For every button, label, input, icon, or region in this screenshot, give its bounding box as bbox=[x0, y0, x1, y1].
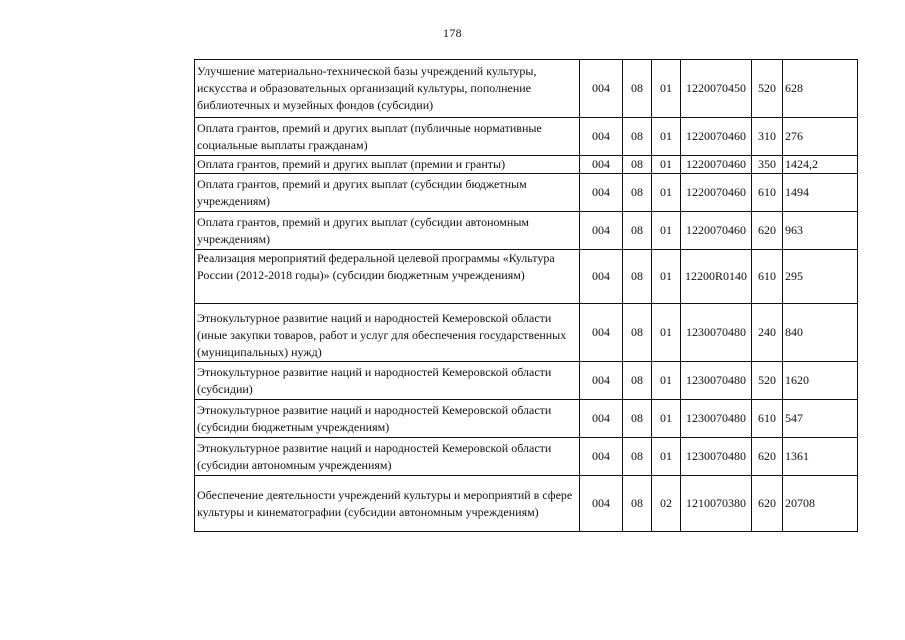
table-row bbox=[195, 60, 858, 118]
section-code: 08 bbox=[623, 60, 652, 118]
table-row bbox=[195, 304, 858, 362]
expense-type-code: 620 bbox=[752, 438, 783, 476]
target-article-code: 1210070380 bbox=[681, 476, 752, 532]
target-article-code: 1230070480 bbox=[681, 438, 752, 476]
table-row bbox=[195, 250, 858, 304]
department-code: 004 bbox=[580, 156, 623, 174]
subsection-code: 01 bbox=[652, 250, 681, 304]
row-description: Этнокультурное развитие наций и народностей Кемеровской области (субсидии автономным учреждениям) bbox=[195, 438, 580, 476]
amount: 840 bbox=[783, 304, 858, 362]
table-row bbox=[195, 400, 858, 438]
department-code: 004 bbox=[580, 212, 623, 250]
expense-type-code: 520 bbox=[752, 362, 783, 400]
subsection-code: 01 bbox=[652, 174, 681, 212]
expense-type-code: 610 bbox=[752, 250, 783, 304]
section-code: 08 bbox=[623, 304, 652, 362]
subsection-code: 02 bbox=[652, 476, 681, 532]
target-article-code: 1220070460 bbox=[681, 212, 752, 250]
expense-type-code: 520 bbox=[752, 60, 783, 118]
amount: 20708 bbox=[783, 476, 858, 532]
department-code: 004 bbox=[580, 476, 623, 532]
department-code: 004 bbox=[580, 304, 623, 362]
amount: 547 bbox=[783, 400, 858, 438]
subsection-code: 01 bbox=[652, 156, 681, 174]
target-article-code: 12200R0140 bbox=[681, 250, 752, 304]
section-code: 08 bbox=[623, 438, 652, 476]
subsection-code: 01 bbox=[652, 212, 681, 250]
amount: 628 bbox=[783, 60, 858, 118]
row-description: Реализация мероприятий федеральной целевой программы «Культура России (2012-2018 годы)» (субсидии бюджетным учреждениям) bbox=[195, 250, 580, 304]
amount: 295 bbox=[783, 250, 858, 304]
expense-type-code: 350 bbox=[752, 156, 783, 174]
subsection-code: 01 bbox=[652, 400, 681, 438]
row-description: Оплата грантов, премий и других выплат (премии и гранты) bbox=[195, 156, 580, 174]
expense-type-code: 620 bbox=[752, 212, 783, 250]
target-article-code: 1220070460 bbox=[681, 118, 752, 156]
subsection-code: 01 bbox=[652, 118, 681, 156]
section-code: 08 bbox=[623, 118, 652, 156]
subsection-code: 01 bbox=[652, 438, 681, 476]
row-description: Этнокультурное развитие наций и народностей Кемеровской области (субсидии бюджетным учреждениям) bbox=[195, 400, 580, 438]
table-row bbox=[195, 212, 858, 250]
amount: 276 bbox=[783, 118, 858, 156]
expense-type-code: 610 bbox=[752, 174, 783, 212]
table-row bbox=[195, 118, 858, 156]
row-description: Оплата грантов, премий и других выплат (публичные нормативные социальные выплаты гражданам) bbox=[195, 118, 580, 156]
section-code: 08 bbox=[623, 476, 652, 532]
target-article-code: 1230070480 bbox=[681, 362, 752, 400]
department-code: 004 bbox=[580, 438, 623, 476]
row-description: Этнокультурное развитие наций и народностей Кемеровской области (субсидии) bbox=[195, 362, 580, 400]
target-article-code: 1220070450 bbox=[681, 60, 752, 118]
expense-type-code: 310 bbox=[752, 118, 783, 156]
row-description: Оплата грантов, премий и других выплат (субсидии бюджетным учреждениям) bbox=[195, 174, 580, 212]
section-code: 08 bbox=[623, 362, 652, 400]
amount: 1424,2 bbox=[783, 156, 858, 174]
expense-type-code: 240 bbox=[752, 304, 783, 362]
subsection-code: 01 bbox=[652, 60, 681, 118]
table-row bbox=[195, 438, 858, 476]
subsection-code: 01 bbox=[652, 362, 681, 400]
department-code: 004 bbox=[580, 118, 623, 156]
target-article-code: 1220070460 bbox=[681, 156, 752, 174]
department-code: 004 bbox=[580, 362, 623, 400]
section-code: 08 bbox=[623, 156, 652, 174]
table-row bbox=[195, 156, 858, 174]
target-article-code: 1230070480 bbox=[681, 304, 752, 362]
department-code: 004 bbox=[580, 60, 623, 118]
row-description: Улучшение материально-технической базы учреждений культуры, искусства и образовательных организаций культуры, пополнение библиотечных и музейных фондов (субсидии) bbox=[195, 60, 580, 118]
table-row bbox=[195, 362, 858, 400]
target-article-code: 1230070480 bbox=[681, 400, 752, 438]
page-number: 178 bbox=[443, 26, 462, 40]
department-code: 004 bbox=[580, 400, 623, 438]
section-code: 08 bbox=[623, 400, 652, 438]
table-row bbox=[195, 476, 858, 532]
amount: 1494 bbox=[783, 174, 858, 212]
department-code: 004 bbox=[580, 174, 623, 212]
row-description: Оплата грантов, премий и других выплат (субсидии автономным учреждениям) bbox=[195, 212, 580, 250]
amount: 1620 bbox=[783, 362, 858, 400]
table-row bbox=[195, 174, 858, 212]
amount: 963 bbox=[783, 212, 858, 250]
department-code: 004 bbox=[580, 250, 623, 304]
expense-type-code: 620 bbox=[752, 476, 783, 532]
amount: 1361 bbox=[783, 438, 858, 476]
section-code: 08 bbox=[623, 174, 652, 212]
row-description: Этнокультурное развитие наций и народностей Кемеровской области (иные закупки товаров, работ и услуг для обеспечения государственных (муниципальных) нужд) bbox=[195, 304, 580, 362]
target-article-code: 1220070460 bbox=[681, 174, 752, 212]
budget-table bbox=[194, 59, 858, 532]
row-description: Обеспечение деятельности учреждений культуры и мероприятий в сфере культуры и кинематографии (субсидии автономным учреждениям) bbox=[195, 476, 580, 532]
subsection-code: 01 bbox=[652, 304, 681, 362]
section-code: 08 bbox=[623, 250, 652, 304]
section-code: 08 bbox=[623, 212, 652, 250]
expense-type-code: 610 bbox=[752, 400, 783, 438]
